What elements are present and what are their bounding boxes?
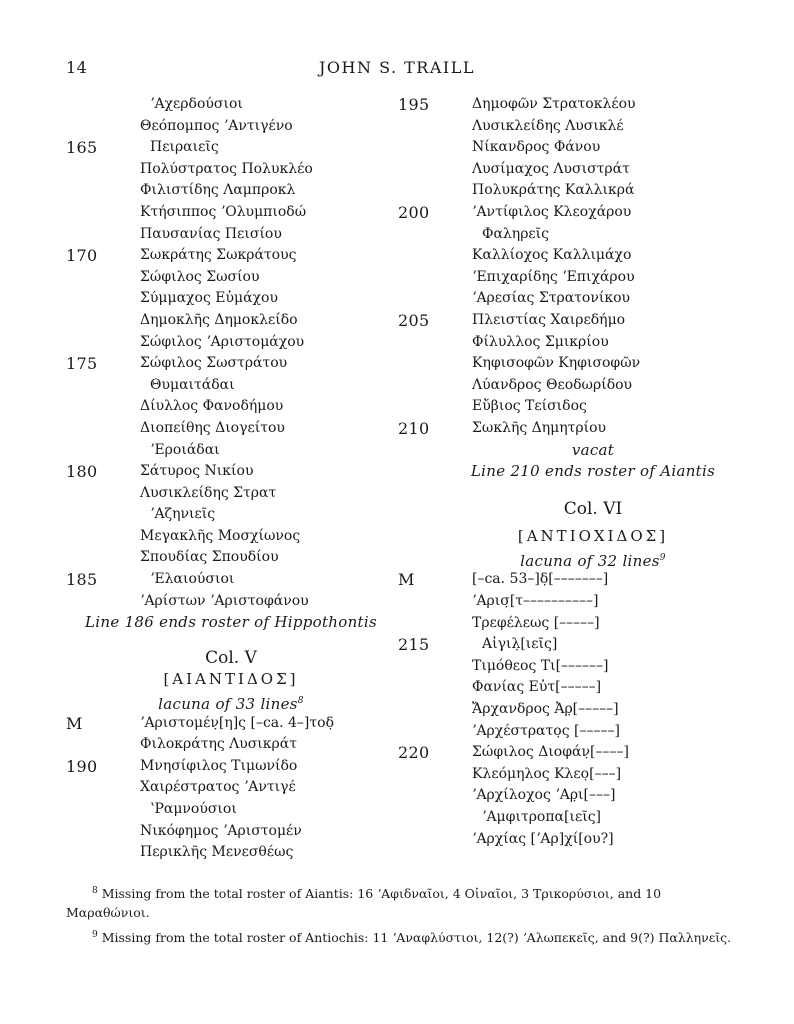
line-text: Κηφισοφῶν Κηφισοφῶν <box>472 355 641 372</box>
inscription-line <box>398 332 728 354</box>
inscription-line <box>398 137 728 159</box>
running-head: JOHN S. TRAILL <box>319 58 475 77</box>
inscription-line <box>66 202 406 224</box>
footnotes <box>66 882 734 951</box>
inscription-line <box>398 764 728 786</box>
line-number: 175 <box>66 354 98 374</box>
footnote-ref: 9 <box>659 552 666 563</box>
line-text: ʼΑρισ̣[τ––––––––––] <box>472 593 599 610</box>
inscription-line <box>398 375 728 397</box>
tribe-text: [ΑΝΤΙΟΧΙΔΟΣ] <box>517 527 669 546</box>
roster-end-text: Line 186 ends roster of Hippothontis <box>85 613 377 632</box>
inscription-line <box>66 591 406 613</box>
vacat-text: vacat <box>571 440 615 459</box>
line-number: 185 <box>66 570 98 590</box>
line-text: Μεγακλῆς Μοσχίωνος <box>140 527 301 544</box>
line-text: Δίυλλος Φανοδήμου <box>140 398 284 415</box>
inscription-line <box>398 634 728 656</box>
line-text: Λυσικλείδης Στρατ <box>140 484 277 501</box>
inscription-line <box>398 94 728 116</box>
lacuna-right <box>398 548 728 570</box>
vacat <box>398 440 728 462</box>
line-text: Παυσανίας Πεισίου <box>140 225 282 242</box>
line-text: Φαληρεῖς <box>482 225 550 242</box>
right-rows <box>398 94 728 440</box>
line-text: ʽΡαμνούσιοι <box>150 801 237 817</box>
inscription-line <box>66 332 406 354</box>
inscription-line <box>66 756 406 778</box>
roster-end-right <box>398 461 728 483</box>
inscription-line <box>398 180 728 202</box>
line-text: Εὔβιος Τείσιδος <box>472 398 587 415</box>
line-number: 165 <box>66 138 98 158</box>
lacuna-text: lacuna of 32 lines <box>520 551 660 570</box>
inscription-line <box>398 807 728 829</box>
inscription-line <box>398 785 728 807</box>
left-rows-2 <box>66 713 406 864</box>
line-text: ʼΑμφιτροπα[ιεῖς] <box>482 809 602 825</box>
line-text: Σώφιλος Σωσίου <box>140 268 260 285</box>
inscription-line <box>66 245 406 267</box>
line-number: 205 <box>398 310 430 330</box>
line-text: ʼΑρεσίας Στρατονίκου <box>472 290 631 307</box>
footnote-8 <box>66 882 734 922</box>
inscription-line <box>398 569 728 591</box>
line-text: Πολύστρατος Πολυκλέο <box>140 160 313 177</box>
inscription-line <box>398 245 728 267</box>
line-text: Θυμαιτάδαι <box>150 376 235 393</box>
line-text: Κτήσιππος ʼΟλυμπιοδώ <box>140 203 307 220</box>
inscription-line <box>398 418 728 440</box>
inscription-line <box>398 656 728 678</box>
inscription-line <box>66 821 406 843</box>
inscription-line <box>398 396 728 418</box>
inscription-line <box>398 288 728 310</box>
line-text: ʼΑζηνιεῖς <box>150 506 216 523</box>
tribe-heading-left <box>66 669 406 691</box>
line-number: M <box>398 570 415 590</box>
inscription-line <box>66 353 406 375</box>
roster-end-text: Line 210 ends roster of Aiantis <box>470 462 716 481</box>
line-text: Πολυκράτης Καλλικρά <box>472 182 635 199</box>
line-text: Φανίας Εὐτ[–––––] <box>472 679 602 696</box>
inscription-line <box>398 613 728 635</box>
inscription-line <box>398 116 728 138</box>
line-text: ʼΑντίφιλος Κλεοχάρου <box>472 203 632 220</box>
line-text: Δημοφῶν Στρατοκλέου <box>472 96 636 112</box>
left-column <box>66 94 406 864</box>
footnote-9 <box>66 926 734 947</box>
line-text: Τιμόθεος Τι[––––––] <box>472 657 609 674</box>
inscription-line <box>398 310 728 332</box>
inscription-line <box>66 137 406 159</box>
line-text: Πειραιεῖς <box>150 139 219 156</box>
line-number: 200 <box>398 202 430 222</box>
footnote-text: Missing from the total roster of Aiantis: 16 ʼΑφιδναῖοι, 4 Οἰναῖοι, 3 Τρικορύσιοι, and 10 Μαραθώνιοι. <box>66 886 662 921</box>
line-text: Σάτυρος Νικίου <box>140 463 254 480</box>
spacer <box>398 483 728 499</box>
line-text: Δημοκλῆς Δημοκλείδο <box>140 311 298 328</box>
col-heading-text: Col. VI <box>563 498 623 519</box>
line-number: M <box>66 713 83 733</box>
inscription-line <box>66 180 406 202</box>
inscription-line <box>66 288 406 310</box>
line-text: Σώφιλος Σωστράτου <box>140 355 288 372</box>
line-text: Ἄρχανδρος Ἀρ̣[–––––] <box>472 701 619 718</box>
line-text: Λύανδρος Θεοδωρίδου <box>472 376 633 393</box>
line-text: Περικλῆς Μενεσθέως <box>140 844 294 861</box>
line-text: Λυσικλείδης Λυσικλέ <box>472 117 624 134</box>
inscription-line <box>66 396 406 418</box>
line-text: ʼΑχερδούσιοι <box>150 96 243 112</box>
inscription-line <box>66 159 406 181</box>
right-column <box>398 94 728 850</box>
inscription-line <box>66 267 406 289</box>
line-text: ʼΑρχέστρατο̣ς [–––––] <box>472 722 620 739</box>
inscription-line <box>66 713 406 735</box>
line-number: 170 <box>66 246 98 266</box>
line-text: Αἰγιλ̣[ιεῖς] <box>482 636 558 653</box>
line-number: 220 <box>398 743 430 763</box>
line-text: Σώφιλος Διοφάν̣[––––] <box>472 744 629 761</box>
line-text: Τρεφέλεως [–––––] <box>472 614 600 631</box>
roster-end-left <box>66 612 406 634</box>
inscription-line <box>66 569 406 591</box>
inscription-line <box>66 461 406 483</box>
line-text: Καλλίοχος Καλλιμάχο <box>472 247 632 264</box>
line-number: 215 <box>398 635 430 655</box>
inscription-line <box>66 526 406 548</box>
footnote-marker: 8 <box>92 886 98 896</box>
inscription-line <box>398 224 728 246</box>
line-text: Θεόπομπος ʼΑντιγένο <box>140 117 293 134</box>
line-text: Φίλυλλος Σμικρίου <box>472 333 609 350</box>
line-number: 180 <box>66 462 98 482</box>
line-text: [–ca. 53–]δ̣[–––––––] <box>472 571 609 588</box>
line-text: Φιλοκράτης Λυσικράτ <box>140 736 297 753</box>
line-text: Σύμμαχος Εὐμάχου <box>140 290 278 307</box>
line-text: Χαιρέστρατος ʼΑντιγέ <box>140 779 296 796</box>
line-text: Κλεόμηλος Κλεο̣[–––] <box>472 765 622 782</box>
inscription-line <box>66 799 406 821</box>
inscription-line <box>398 159 728 181</box>
col-heading-v <box>66 648 406 670</box>
inscription-line <box>398 721 728 743</box>
col-heading-vi <box>398 499 728 521</box>
line-text: Σώφιλος ʼΑριστομάχου <box>140 333 305 350</box>
footnote-text: Missing from the total roster of Antiochis: 11 ʼΑναφλύστιοι, 12(?) ʼΑλωπεκεῖς, and 9(?) Παλληνεῖς. <box>101 930 732 946</box>
line-number: 210 <box>398 418 430 438</box>
line-text: ʼΑρχίας [ʼΑρ]χί[ου?] <box>472 830 614 847</box>
spacer <box>66 634 406 648</box>
inscription-line <box>66 418 406 440</box>
inscription-line <box>398 591 728 613</box>
line-text: Σωκλῆς Δημητρίου <box>472 419 607 436</box>
inscription-line <box>66 116 406 138</box>
footnote-marker: 9 <box>92 930 98 941</box>
inscription-line <box>66 310 406 332</box>
footnote-ref: 8 <box>297 696 304 707</box>
inscription-line <box>398 353 728 375</box>
tribe-text: [ΑΙΑΝΤΙΔΟΣ] <box>163 670 299 689</box>
line-text: Μνησίφιλος Τιμωνίδο <box>140 757 298 774</box>
inscription-line <box>398 829 728 851</box>
col-heading-text: Col. V <box>205 647 257 668</box>
inscription-line <box>66 504 406 526</box>
line-text: Νίκανδρος Φάνου <box>472 139 601 156</box>
inscription-line <box>66 94 406 116</box>
inscription-line <box>398 202 728 224</box>
line-text: Νικόφημος ʼΑριστομέν <box>140 822 302 839</box>
line-text: ʼΑρίστων ʼΑριστοφάνου <box>140 592 309 609</box>
page-number: 14 <box>66 58 88 77</box>
line-text: ʼΕπιχαρίδης ʼΕπιχάρου <box>472 268 635 285</box>
inscription-line <box>398 699 728 721</box>
line-text: Διοπείθης Διογείτου <box>140 419 285 436</box>
line-text: Φιλιστίδης Λαμπροκλ <box>140 182 296 199</box>
line-number: 195 <box>398 95 430 114</box>
line-text: ʼΕλαιούσιοι <box>150 571 235 588</box>
inscription-line <box>66 440 406 462</box>
inscription-line <box>66 224 406 246</box>
lacuna-left <box>66 691 406 713</box>
line-text: ʼΑριστομέν̣[η]ς [–ca. 4–]τοδ̣ <box>140 714 334 731</box>
inscription-line <box>66 842 406 864</box>
tribe-heading-right <box>398 526 728 548</box>
line-text: Σωκράτης Σωκράτους <box>140 247 297 264</box>
line-number: 190 <box>66 756 98 776</box>
inscription-line <box>398 742 728 764</box>
inscription-line <box>66 777 406 799</box>
line-text: Σπουδίας Σπουδίου <box>140 549 279 566</box>
line-text: ʼΕροιάδαι <box>150 441 220 458</box>
line-text: Πλειστίας Χαιρεδήμο <box>472 311 626 328</box>
inscription-line <box>66 734 406 756</box>
left-rows <box>66 94 406 612</box>
inscription-line <box>66 483 406 505</box>
line-text: ʼΑρχίλοχος ʼΑρ̣ι[–––] <box>472 787 616 804</box>
inscription-line <box>66 547 406 569</box>
inscription-line <box>398 267 728 289</box>
right-rows-2 <box>398 569 728 850</box>
inscription-line <box>398 677 728 699</box>
line-text: Λυσίμαχος Λυσιστράτ <box>472 160 630 177</box>
lacuna-text: lacuna of 33 lines <box>158 695 298 714</box>
inscription-line <box>66 375 406 397</box>
